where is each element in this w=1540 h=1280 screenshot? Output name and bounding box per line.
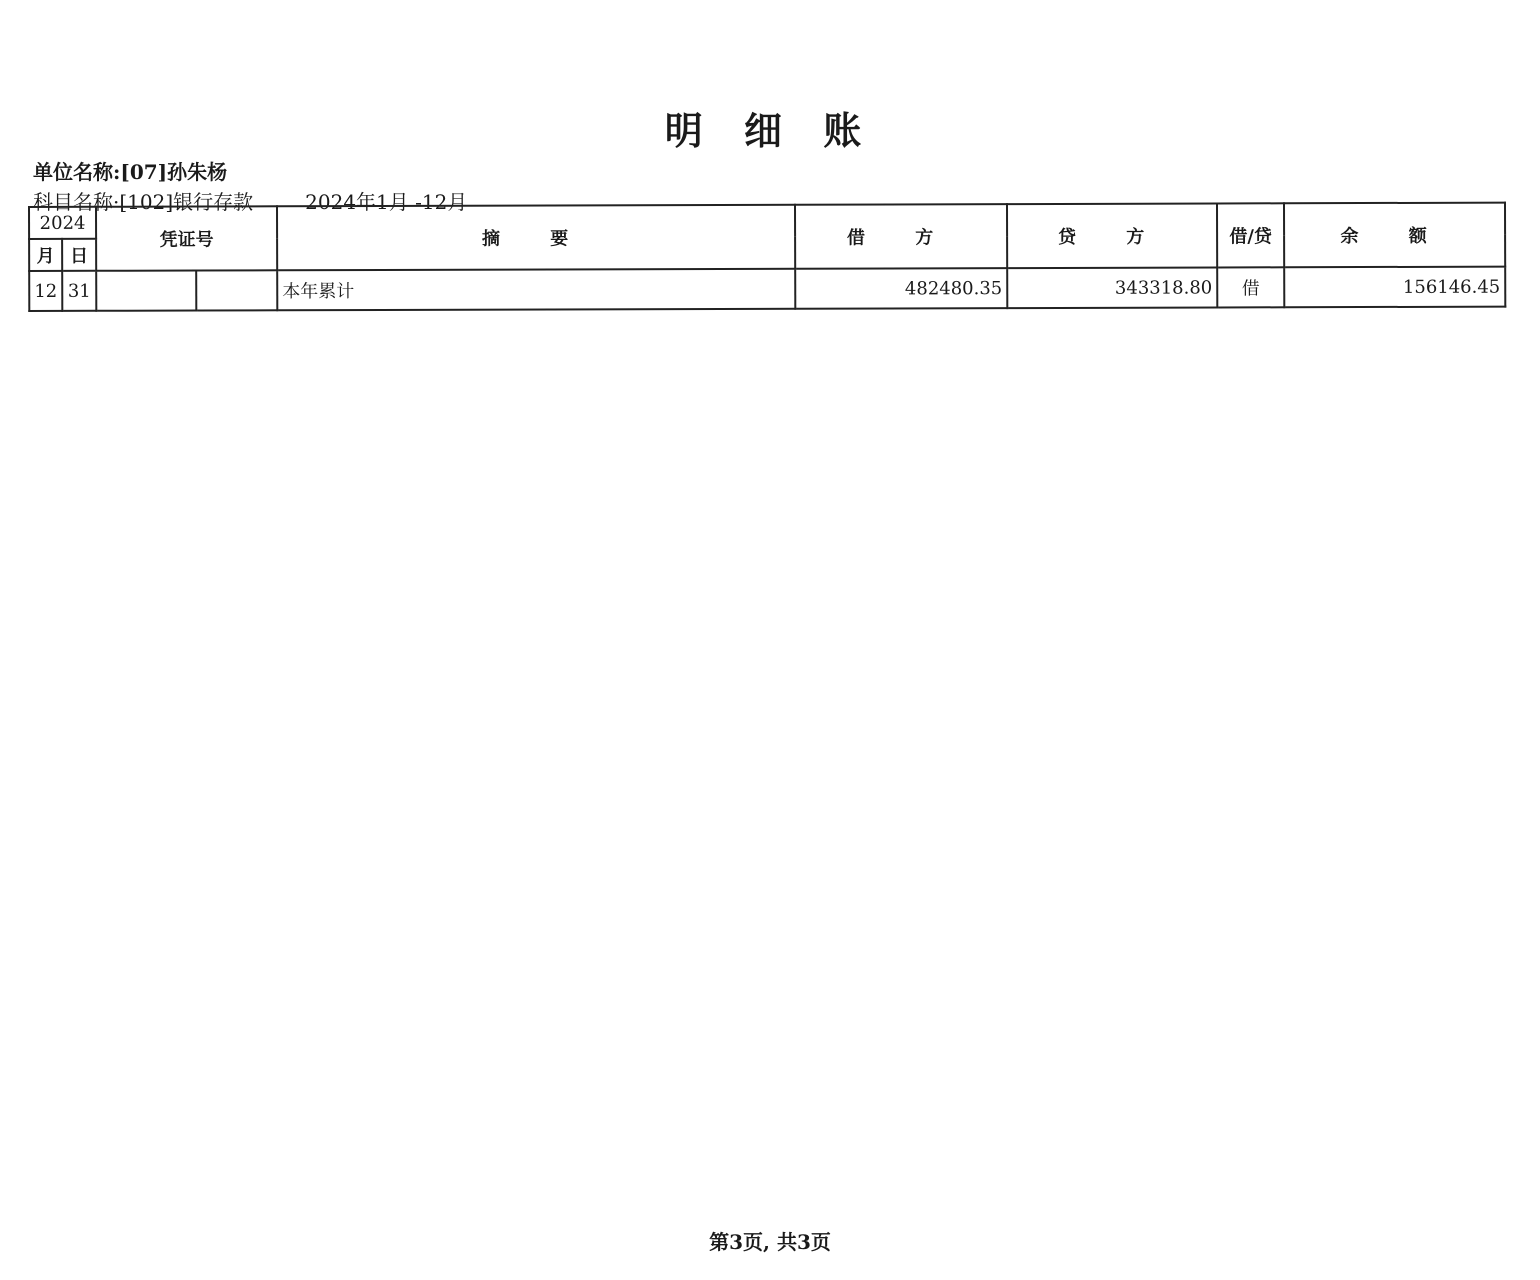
page-title: 明 细 账 [664,109,876,153]
day-header: 日 [62,239,96,271]
debit-cell: 482480.35 [795,268,1007,309]
balance-cell: 156146.45 [1284,267,1505,308]
month-header: 月 [29,239,62,271]
header-row-top [29,203,1505,239]
debit-header: 借 方 [795,204,1007,269]
summary-cell: 本年累计 [277,269,795,311]
ledger-table [28,202,1506,312]
month-cell: 12 [29,271,62,311]
voucher-number-cell [196,270,277,310]
voucher-header: 凭证号 [96,206,277,271]
voucher-type-cell [96,271,196,311]
dc-header: 借/贷 [1217,203,1284,267]
subject-name: 科目名称·[102]银行存款 [33,190,254,214]
summary-header: 摘 要 [277,205,795,271]
dc-cell: 借 [1217,267,1284,307]
table-row [29,267,1505,311]
credit-header: 贷 方 [1007,203,1217,268]
balance-header: 余 额 [1284,203,1505,268]
page-footer: 第3页, 共3页 [709,1230,831,1254]
credit-cell: 343318.80 [1007,267,1217,308]
unit-name: 单位名称:[07]孙朱杨 [33,160,228,184]
period: 2024年1月 -12月 [305,190,468,214]
year-header: 2024 [29,207,96,239]
day-cell: 31 [62,271,96,311]
